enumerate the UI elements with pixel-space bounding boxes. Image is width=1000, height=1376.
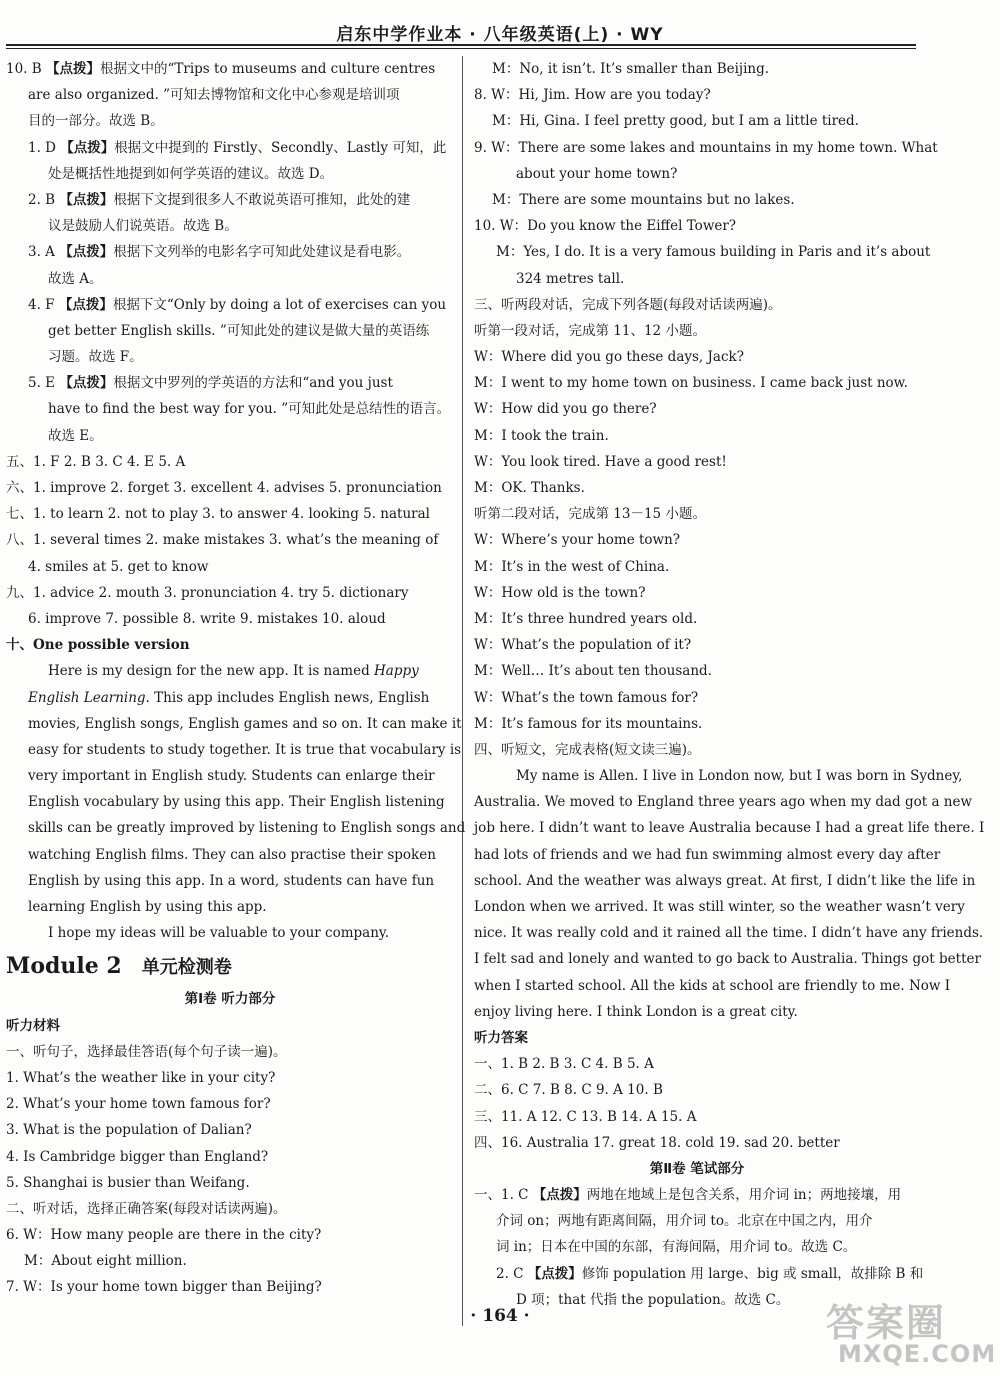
right-column: [474, 56, 985, 1313]
answer-line: 2. C 【点拨】修饰 population 用 large、big 或 small，故排除 B 和: [496, 1265, 924, 1282]
answer-line: 处是概括性地提到如何学英语的建议。故选 D。: [48, 165, 334, 182]
section-heading: 十、One possible version: [6, 637, 190, 654]
answer-line: 3. A 【点拨】根据下文列举的电影名字可知此处建议是看电影。: [28, 244, 411, 261]
essay-line: Here is my design for the new app. It is named Happy: [48, 663, 419, 680]
answer-line: 2. B 【点拨】根据下文提到很多人不敢说英语可推知，此处的建: [28, 191, 411, 208]
dialogue-line: about your home town?: [516, 165, 678, 182]
answer-line: 介词 on；两地有距离间隔，用介词 to。北京在中国之内，用介: [496, 1213, 873, 1230]
passage-line: Australia. We moved to England three years ago when my dad got a new: [474, 794, 973, 811]
dialogue-line: M：About eight million.: [24, 1253, 187, 1270]
essay-line: movies, English songs, English games and so on. It can make it: [28, 715, 462, 732]
answer-line: 习题。故选 F。: [48, 349, 143, 366]
section-heading: 听第一段对话，完成第 11、12 小题。: [474, 322, 706, 339]
passage-line: London when we arrived. It was still winter, so the weather wasn’t very: [474, 899, 965, 915]
dialogue-line: M：It’s three hundred years old.: [474, 610, 698, 627]
watermark-url: MXQE.COM: [838, 1340, 997, 1368]
page-number: · 164 ·: [470, 1306, 530, 1326]
answer-line: 词 in；日本在中国的东部，有海间隔，用介词 to。故选 C。: [496, 1239, 857, 1256]
watermark: [822, 1290, 998, 1374]
answer-line: get better English skills. ”可知此处的建议是做大量的英语练: [48, 322, 430, 339]
answer-line: 6. improve 7. possible 8. write 9. mistakes 10. aloud: [28, 610, 386, 627]
passage-line: job here. I didn’t want to leave Australia because I had a great life there. I: [474, 820, 985, 837]
answer-line: D 项；that 代指 the population。故选 C。: [516, 1291, 790, 1308]
dialogue-line: W：How old is the town?: [474, 584, 646, 601]
section-heading: 听力材料: [6, 1017, 60, 1034]
dialogue-line: M：Hi, Gina. I feel pretty good, but I am a little tired.: [492, 113, 859, 130]
section-heading: 三、听两段对话，完成下列各题(每段对话读两遍)。: [474, 296, 782, 313]
dialogue-line: 324 metres tall.: [516, 270, 625, 287]
watermark-logo-text: 答案圈: [826, 1301, 947, 1345]
passage-line: when I started school. All the kids at school are friendly to me. Now I: [474, 977, 951, 994]
section-heading: 二、听对话，选择正确答案(每段对话读两遍)。: [6, 1200, 287, 1217]
essay-line: I hope my ideas will be valuable to your company.: [48, 925, 390, 942]
answer-line: 四、16. Australia 17. great 18. cold 19. sad 20. better: [474, 1134, 840, 1151]
dialogue-line: W：What’s the town famous for?: [474, 689, 699, 706]
dialogue-line: M：It’s famous for its mountains.: [474, 715, 703, 732]
answer-line: 五、1. F 2. B 3. C 4. E 5. A: [6, 453, 186, 470]
answer-line: 10. B 【点拨】根据文中的“Trips to museums and culture centres: [6, 61, 436, 77]
answer-line: 一、1. B 2. B 3. C 4. B 5. A: [474, 1056, 654, 1073]
dialogue-line: M：There are some mountains but no lakes.: [492, 191, 795, 208]
section-heading: 四、听短文，完成表格(短文读三遍)。: [474, 741, 701, 758]
answer-line: 二、6. C 7. B 8. C 9. A 10. B: [474, 1082, 663, 1099]
passage-line: I felt sad and lonely and wanted to go back to Australia. Things got better: [474, 951, 981, 968]
dialogue-line: M：It’s in the west of China.: [474, 558, 670, 575]
answer-line: 八、1. several times 2. make mistakes 3. what’s the meaning of: [6, 532, 439, 549]
answer-line: 4. smiles at 5. get to know: [28, 558, 209, 575]
part-heading: 第Ⅱ卷 笔试部分: [649, 1160, 745, 1177]
question-line: 3. What is the population of Dalian?: [6, 1122, 252, 1139]
answer-line: 一、1. C 【点拨】两地在地域上是包含关系，用介词 in；两地接壤，用: [474, 1187, 902, 1204]
dialogue-line: W：Where did you go these days, Jack?: [474, 349, 744, 366]
dialogue-line: M：No, it isn’t. It’s smaller than Beijing.: [492, 61, 770, 77]
column-divider: [462, 56, 463, 1326]
answer-line: 九、1. advice 2. mouth 3. pronunciation 4. try 5. dictionary: [6, 584, 409, 601]
dialogue-line: M：Well… It’s about ten thousand.: [474, 663, 712, 680]
answer-line: 1. D 【点拨】根据文中提到的 Firstly、Secondly、Lastly 可知，此: [28, 139, 447, 156]
question-line: 1. What’s the weather like in your city?: [6, 1069, 276, 1086]
dialogue-line: 7. W：Is your home town bigger than Beijing?: [6, 1279, 322, 1296]
header-rule-thin: [6, 48, 916, 49]
answer-line: 5. E 【点拨】根据文中罗列的学英语的方法和“and you just: [28, 375, 393, 392]
left-column: [6, 56, 466, 1301]
essay-line: skills can be greatly improved by listening to English songs and: [28, 820, 466, 837]
section-heading: 听力答案: [474, 1029, 528, 1046]
question-line: 4. Is Cambridge bigger than England?: [6, 1148, 269, 1165]
dialogue-line: 8. W：Hi, Jim. How are you today?: [474, 87, 711, 104]
passage-line: My name is Allen. I live in London now, but I was born in Sydney,: [516, 768, 963, 785]
answer-line: 故选 A。: [48, 270, 103, 287]
dialogue-line: W：Where’s your home town?: [474, 532, 681, 549]
dialogue-line: 9. W：There are some lakes and mountains in my home town. What: [474, 139, 938, 156]
answer-line: 目的一部分。故选 B。: [28, 113, 164, 130]
dialogue-line: M：Yes, I do. It is a very famous building in Paris and it’s about: [496, 244, 931, 261]
question-line: 5. Shanghai is busier than Weifang.: [6, 1174, 250, 1191]
answer-line: 三、11. A 12. C 13. B 14. A 15. A: [474, 1108, 697, 1125]
dialogue-line: M：I went to my home town on business. I came back just now.: [474, 375, 908, 392]
answer-line: 七、1. to learn 2. not to play 3. to answer 4. looking 5. natural: [6, 506, 430, 523]
answer-line: 议是鼓励人们说英语。故选 B。: [48, 218, 238, 235]
dialogue-line: M：OK. Thanks.: [474, 480, 585, 496]
module-heading: Module 2 单元检测卷: [6, 953, 232, 980]
essay-line: watching English films. They can also practise their spoken: [28, 846, 436, 863]
passage-line: school. And the weather was always great. At first, I didn’t like the life in: [474, 872, 976, 889]
essay-line: easy for students to study together. It is true that vocabulary is: [28, 741, 462, 758]
dialogue-line: 6. W：How many people are there in the city?: [6, 1227, 322, 1244]
answer-line: have to find the best way for you. ”可知此处是总结性的语言。: [48, 401, 451, 418]
answer-line: 六、1. improve 2. forget 3. excellent 4. advises 5. pronunciation: [6, 480, 442, 496]
header-rule: [6, 44, 916, 46]
dialogue-line: 10. W：Do you know the Eiffel Tower?: [474, 218, 737, 235]
dialogue-line: W：How did you go there?: [474, 401, 657, 418]
section-heading: 听第二段对话，完成第 13－15 小题。: [474, 506, 706, 523]
header-title: 启东中学作业本 · 八年级英语(上) · WY: [336, 25, 664, 45]
dialogue-line: W：What’s the population of it?: [474, 637, 692, 654]
answer-line: are also organized. ”可知去博物馆和文化中心参观是培训项: [28, 87, 400, 104]
dialogue-line: M：I took the train.: [474, 427, 609, 444]
answer-line: 4. F 【点拨】根据下文“Only by doing a lot of exercises can you: [28, 296, 447, 313]
part-heading: 第Ⅰ卷 听力部分: [184, 991, 276, 1008]
essay-line: English Learning. This app includes English news, English: [28, 689, 430, 706]
essay-line: English vocabulary by using this app. Their English listening: [28, 794, 445, 811]
answer-line: 故选 E。: [48, 427, 103, 444]
question-line: 2. What’s your home town famous for?: [6, 1096, 271, 1113]
page-header: [0, 0, 1000, 52]
passage-line: nice. It was really cold and it rained all the time. I didn’t have any friends.: [474, 925, 984, 942]
essay-line: very important in English study. Students can enlarge their: [28, 768, 435, 785]
dialogue-line: W：You look tired. Have a good rest!: [474, 453, 727, 470]
essay-line: learning English by using this app.: [28, 899, 267, 915]
essay-line: English by using this app. In a word, students can have fun: [28, 872, 435, 889]
section-heading: 一、听句子，选择最佳答语(每个句子读一遍)。: [6, 1043, 287, 1060]
passage-line: had lots of friends and we had fun swimming almost every day after: [474, 846, 941, 863]
passage-line: enjoy living here. I think London is a great city.: [474, 1003, 798, 1020]
